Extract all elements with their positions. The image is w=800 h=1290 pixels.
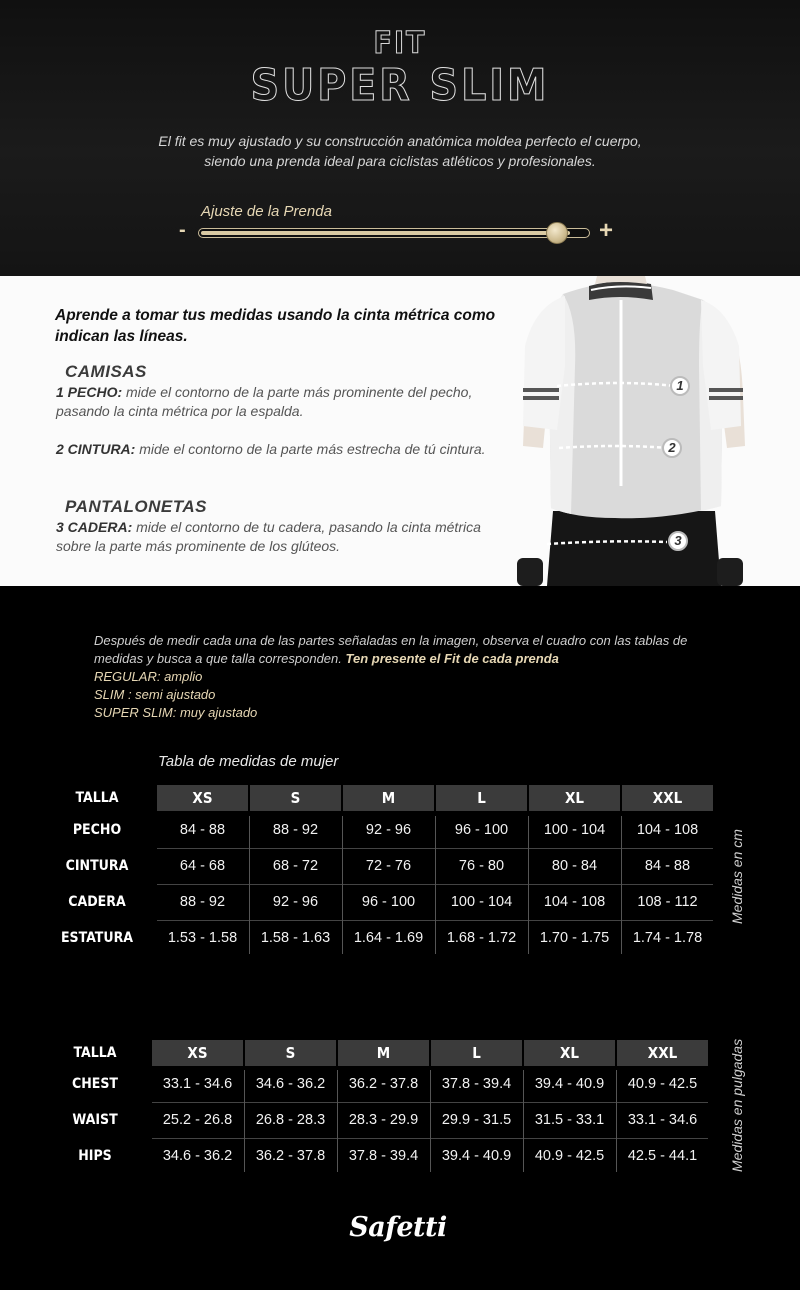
fit-label: FIT [373, 26, 427, 61]
size-header-m: M [343, 785, 434, 811]
fit-slider-track [198, 228, 590, 238]
size-value-cell: 1.70 - 1.75 [539, 930, 610, 946]
chest-key: 1 PECHO: [56, 384, 123, 400]
size-value-cell: 34.6 - 36.2 [162, 1148, 233, 1164]
size-value-cell: 40.9 - 42.5 [534, 1148, 605, 1164]
row-label-hips: HIPS [78, 1148, 112, 1164]
fit-slider-knob [546, 222, 568, 244]
shorts-heading: PANTALONETAS [65, 497, 207, 516]
row-label-waist: WAIST [72, 1112, 118, 1128]
column-divider [523, 1070, 524, 1172]
adjust-label: Ajuste de la Prenda [201, 203, 332, 220]
fit-super-slim: SUPER SLIM: muy ajustado [94, 705, 258, 720]
fit-description [100, 131, 700, 171]
fit-slider-fill [201, 231, 570, 235]
waist-key: 2 CINTURA: [56, 441, 136, 457]
size-header-xs: XS [152, 1040, 243, 1066]
brand-logo: Safetti [349, 1212, 447, 1243]
size-value-cell: 84 - 88 [644, 858, 691, 874]
size-value-cell: 104 - 108 [543, 894, 606, 910]
size-header-xs: XS [157, 785, 248, 811]
row-label-pecho: PECHO [72, 822, 122, 838]
size-value-cell: 42.5 - 44.1 [627, 1148, 698, 1164]
size-value-cell: 33.1 - 34.6 [162, 1076, 233, 1092]
size-value-cell: 104 - 108 [636, 822, 699, 838]
size-header-m: M [338, 1040, 429, 1066]
side-label-inches: Medidas en pulgadas [729, 1038, 745, 1172]
size-value-cell: 64 - 68 [179, 858, 226, 874]
size-value-cell: 92 - 96 [272, 894, 319, 910]
column-divider [244, 1070, 245, 1172]
size-value-cell: 1.74 - 1.78 [632, 930, 703, 946]
column-divider [621, 816, 622, 954]
chest-instruction [56, 383, 496, 421]
size-value-cell: 25.2 - 26.8 [162, 1112, 233, 1128]
size-header-l: L [431, 1040, 522, 1066]
shirts-heading: CAMISAS [65, 362, 147, 381]
table-title: Tabla de medidas de mujer [158, 753, 339, 770]
size-value-cell: 100 - 104 [543, 822, 606, 838]
marker-1: 1 [670, 376, 690, 396]
fit-regular: REGULAR: amplio [94, 669, 203, 684]
size-value-cell: 1.68 - 1.72 [446, 930, 517, 946]
size-value-cell: 37.8 - 39.4 [348, 1148, 419, 1164]
column-divider [342, 816, 343, 954]
fit-slim: SLIM : semi ajustado [94, 687, 216, 702]
size-value-cell: 36.2 - 37.8 [348, 1076, 419, 1092]
waist-text: mide el contorno de la parte más estrecha de tú cintura. [139, 441, 486, 457]
size-value-cell: 76 - 80 [458, 858, 505, 874]
hip-key: 3 CADERA: [56, 519, 133, 535]
size-value-cell: 31.5 - 33.1 [534, 1112, 605, 1128]
column-divider [528, 816, 529, 954]
size-value-cell: 1.64 - 1.69 [353, 930, 424, 946]
side-label-cm: Medidas en cm [729, 829, 745, 924]
fit-description-line2: siendo una prenda ideal para ciclistas atléticos y profesionales. [204, 153, 596, 169]
size-value-cell: 92 - 96 [365, 822, 412, 838]
marker-2: 2 [662, 438, 682, 458]
size-value-cell: 88 - 92 [272, 822, 319, 838]
size-value-cell: 88 - 92 [179, 894, 226, 910]
column-divider [337, 1070, 338, 1172]
size-value-cell: 34.6 - 36.2 [255, 1076, 326, 1092]
size-value-cell: 26.8 - 28.3 [255, 1112, 326, 1128]
size-value-cell: 72 - 76 [365, 858, 412, 874]
size-value-cell: 39.4 - 40.9 [534, 1076, 605, 1092]
size-value-cell: 36.2 - 37.8 [255, 1148, 326, 1164]
talla-label: TALLA [73, 1045, 117, 1061]
hip-instruction [56, 518, 496, 556]
column-divider [435, 816, 436, 954]
hip-text: mide el contorno de tu cadera, pasando la cinta métrica sobre la parte más prominente de los glúteos. [56, 519, 481, 554]
size-header-xxl: XXL [622, 785, 713, 811]
size-value-cell: 29.9 - 31.5 [441, 1112, 512, 1128]
size-value-cell: 1.58 - 1.63 [260, 930, 331, 946]
size-value-cell: 100 - 104 [450, 894, 513, 910]
marker-3: 3 [668, 531, 688, 551]
size-value-cell: 39.4 - 40.9 [441, 1148, 512, 1164]
row-label-estatura: ESTATURA [60, 930, 134, 946]
note-highlight: Ten presente el Fit de cada prenda [345, 651, 559, 666]
note-text: Después de medir cada una de las partes señaladas en la imagen, observa el cuadro con las tablas de medidas y busca a que talla corresponden. [94, 633, 688, 666]
chest-text: mide el contorno de la parte más prominente del pecho, pasando la cinta métrica por la espalda. [56, 384, 473, 419]
size-header-s: S [245, 1040, 336, 1066]
size-value-cell: 96 - 100 [361, 894, 416, 910]
size-value-cell: 68 - 72 [272, 858, 319, 874]
jersey-illustration [505, 276, 800, 586]
fit-name: SUPER SLIM [250, 60, 550, 111]
size-value-cell: 84 - 88 [179, 822, 226, 838]
minus-icon: - [179, 219, 186, 241]
size-header-xl: XL [529, 785, 620, 811]
size-value-cell: 40.9 - 42.5 [627, 1076, 698, 1092]
row-label-cadera: CADERA [68, 894, 126, 910]
model-figure [505, 276, 800, 586]
column-divider [616, 1070, 617, 1172]
size-value-cell: 33.1 - 34.6 [627, 1112, 698, 1128]
size-value-cell: 108 - 112 [637, 894, 698, 910]
measure-title: Aprende a tomar tus medidas usando la cinta métrica como indican las líneas. [55, 307, 496, 345]
size-value-cell: 37.8 - 39.4 [441, 1076, 512, 1092]
measure-section [0, 276, 800, 586]
plus-icon: + [599, 217, 614, 244]
size-header-l: L [436, 785, 527, 811]
column-divider [430, 1070, 431, 1172]
talla-label: TALLA [75, 790, 119, 806]
fit-description-line1: El fit es muy ajustado y su construcción anatómica moldea perfecto el cuerpo, [158, 133, 642, 149]
waist-instruction [56, 440, 496, 459]
fit-note [94, 632, 734, 722]
size-value-cell: 28.3 - 29.9 [348, 1112, 419, 1128]
fit-header [0, 0, 800, 276]
row-label-cintura: CINTURA [65, 858, 129, 874]
size-value-cell: 80 - 84 [551, 858, 598, 874]
size-value-cell: 96 - 100 [454, 822, 509, 838]
size-value-cell: 1.53 - 1.58 [167, 930, 238, 946]
row-label-chest: CHEST [71, 1076, 119, 1092]
size-header-xl: XL [524, 1040, 615, 1066]
size-header-xxl: XXL [617, 1040, 708, 1066]
size-header-s: S [250, 785, 341, 811]
column-divider [249, 816, 250, 954]
